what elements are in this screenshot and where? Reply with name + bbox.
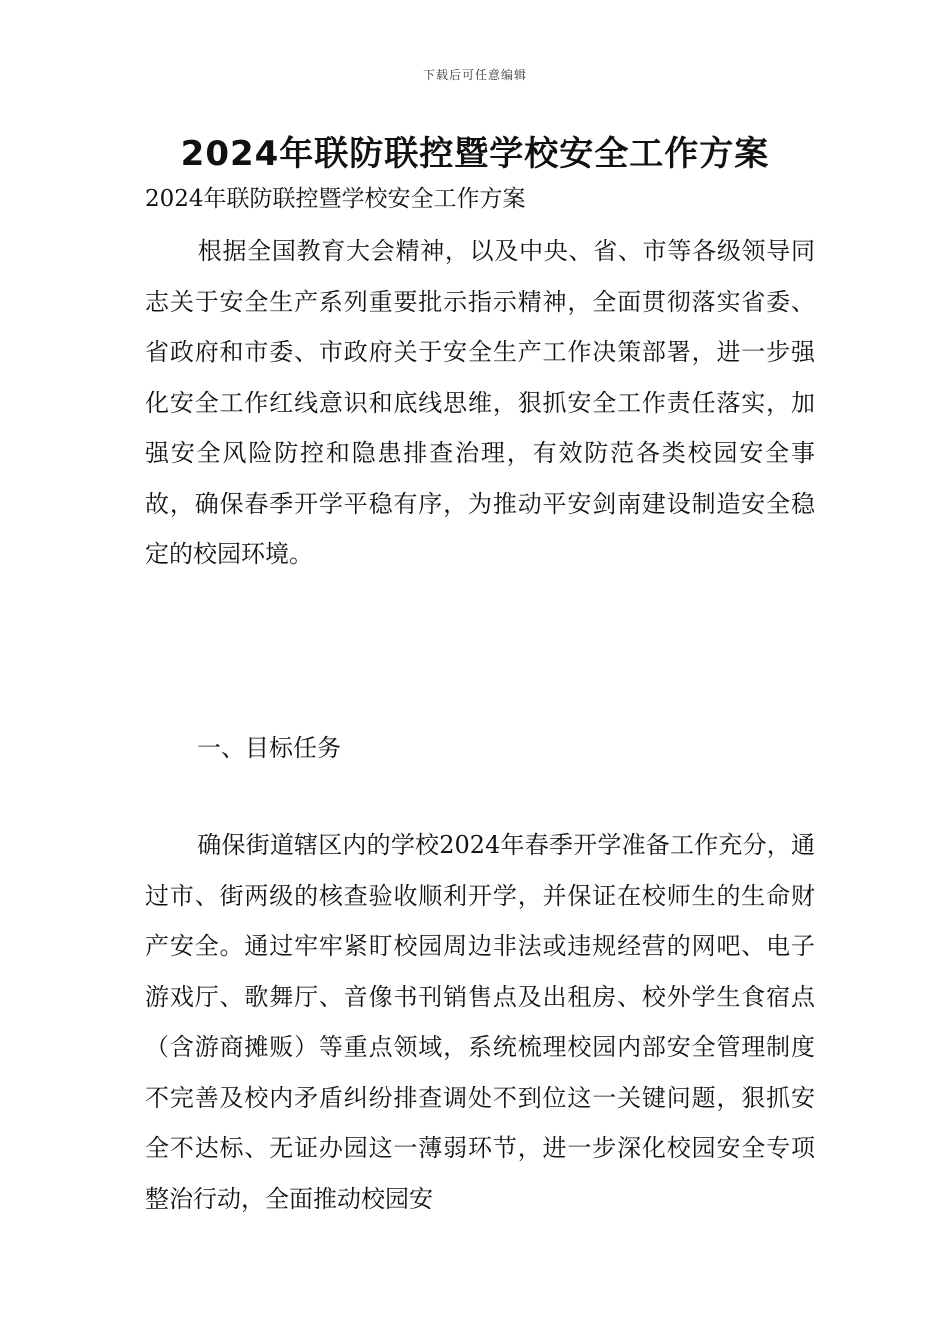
paragraph-intro <box>145 226 815 580</box>
section-heading-goals: 一、目标任务 <box>197 734 341 762</box>
document-subtitle: 2024年联防联控暨学校安全工作方案 <box>145 186 526 212</box>
paragraph-intro-text: 根据全国教育大会精神，以及中央、省、市等各级领导同志关于安全生产系列重要批示指示精神，全面贯彻落实省委、省政府和市委、市政府关于安全生产工作决策部署，进一步强化安全工作红线意识和底线思维，狠抓安全工作责任落实，加强安全风险防控和隐患排查治理，有效防范各类校园安全事故，确保春季开学平稳有序，为推动平安剑南建设制造安全稳定的校园环境。 <box>145 237 815 568</box>
paragraph-goals-text: 确保街道辖区内的学校2024年春季开学准备工作充分，通过市、街两级的核查验收顺利开学，并保证在校师生的生命财产安全。通过牢牢紧盯校园周边非法或违规经营的网吧、电子游戏厅、歌舞厅、音像书刊销售点及出租房、校外学生食宿点（含游商摊贩）等重点领域，系统梳理校园内部安全管理制度不完善及校内矛盾纠纷排查调处不到位这一关键问题，狠抓安全不达标、无证办园这一薄弱环节，进一步深化校园安全专项整治行动，全面推动校园安 <box>145 831 815 1213</box>
header-note: 下载后可任意编辑 <box>422 68 527 82</box>
document-title: 2024年联防联控暨学校安全工作方案 <box>180 134 770 174</box>
paragraph-goals <box>145 820 815 1224</box>
